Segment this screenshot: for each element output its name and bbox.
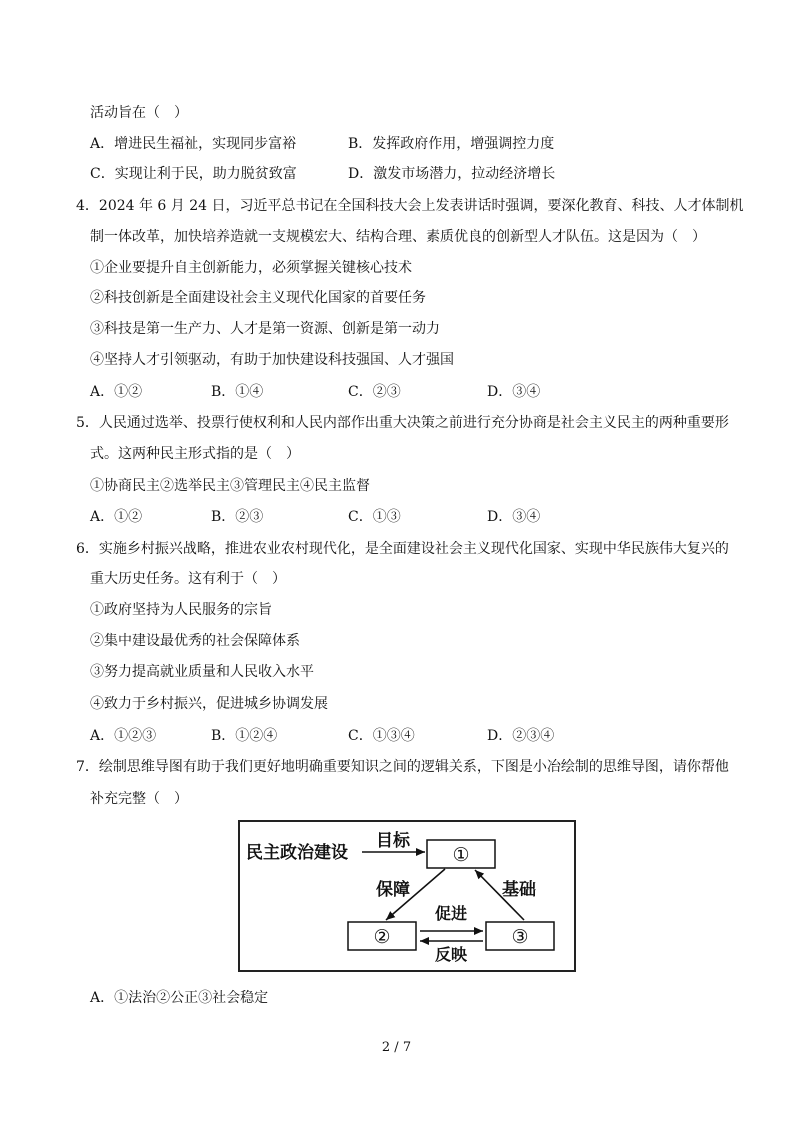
q3-option-c[interactable]: C．实现让利于民，助力脱贫致富: [90, 166, 297, 182]
q4-item-4: ④坚持人才引领驱动，有助于加快建设科技强国、人才强国: [90, 352, 454, 368]
q4-item-3: ③科技是第一生产力、人才是第一资源、创新是第一动力: [90, 321, 440, 337]
q6-option-a[interactable]: A．①②③: [90, 728, 157, 744]
q4-stem-line1: 4．2024 年 6 月 24 日，习近平总书记在全国科技大会上发表讲话时强调，要深化教育、科技、人才体制机: [76, 198, 744, 214]
q5-option-b[interactable]: B．②③: [211, 509, 264, 525]
diagram-edge-promote: 促进: [435, 904, 468, 923]
q6-item-2: ②集中建设最优秀的社会保障体系: [90, 633, 300, 649]
diagram-box-2-label: ②: [373, 926, 391, 948]
diagram-edge-reflect: 反映: [435, 945, 468, 964]
q5-stem-line1: 5．人民通过选举、投票行使权利和人民内部作出重大决策之前进行充分协商是社会主义民主的两种重要形: [76, 415, 729, 431]
diagram-edge-foundation: 基础: [502, 880, 536, 900]
q5-option-c[interactable]: C．①③: [348, 509, 401, 525]
q3-option-a[interactable]: A．增进民生福祉，实现同步富裕: [90, 136, 297, 152]
q5-stem-line2: 式。这两种民主形式指的是（ ）: [90, 446, 300, 462]
q3-stem-end: 活动旨在（ ）: [90, 105, 188, 121]
q4-stem-line2: 制一体改革，加快培养造就一支规模宏大、结构合理、素质优良的创新型人才队伍。这是因为（ ）: [90, 229, 706, 245]
q7-option-a[interactable]: A．①法治②公正③社会稳定: [90, 990, 269, 1006]
diagram-box-3-label: ③: [511, 926, 529, 948]
q4-option-d[interactable]: D．③④: [487, 384, 541, 400]
q6-option-b[interactable]: B．①②④: [211, 728, 278, 744]
q4-option-b[interactable]: B．①④: [211, 384, 264, 400]
diagram-source-label: 民主政治建设: [246, 843, 348, 863]
q3-option-d[interactable]: D．激发市场潜力，拉动经济增长: [348, 166, 556, 182]
diagram-edge-guarantee: 保障: [376, 880, 410, 900]
page-number: 2 / 7: [381, 1040, 412, 1055]
q3-option-b[interactable]: B．发挥政府作用，增强调控力度: [348, 136, 555, 152]
q4-item-2: ②科技创新是全面建设社会主义现代化国家的首要任务: [90, 290, 426, 306]
mind-map-svg: [240, 822, 574, 970]
q4-option-a[interactable]: A．①②: [90, 384, 143, 400]
q7-stem-line2: 补充完整（ ）: [90, 791, 188, 807]
q4-option-c[interactable]: C．②③: [348, 384, 401, 400]
q5-items: ①协商民主②选举民主③管理民主④民主监督: [90, 478, 370, 494]
q6-item-4: ④致力于乡村振兴，促进城乡协调发展: [90, 696, 328, 712]
diagram-box-1-label: ①: [452, 844, 470, 866]
mind-map-diagram: [238, 820, 576, 972]
q6-item-3: ③努力提高就业质量和人民收入水平: [90, 664, 314, 680]
q5-option-a[interactable]: A．①②: [90, 509, 143, 525]
q4-item-1: ①企业要提升自主创新能力，必须掌握关键核心技术: [90, 260, 412, 276]
q5-option-d[interactable]: D．③④: [487, 509, 541, 525]
q6-option-c[interactable]: C．①③④: [348, 728, 415, 744]
q6-item-1: ①政府坚持为人民服务的宗旨: [90, 602, 272, 618]
q6-stem-line2: 重大历史任务。这有利于（ ）: [90, 571, 286, 587]
q6-stem-line1: 6．实施乡村振兴战略，推进农业农村现代化，是全面建设社会主义现代化国家、实现中华民族伟大复兴的: [76, 541, 729, 557]
q6-option-d[interactable]: D．②③④: [487, 728, 555, 744]
q7-stem-line1: 7．绘制思维导图有助于我们更好地明确重要知识之间的逻辑关系，下图是小冶绘制的思维导图，请你帮他: [76, 759, 729, 775]
diagram-edge-goal: 目标: [376, 831, 410, 851]
